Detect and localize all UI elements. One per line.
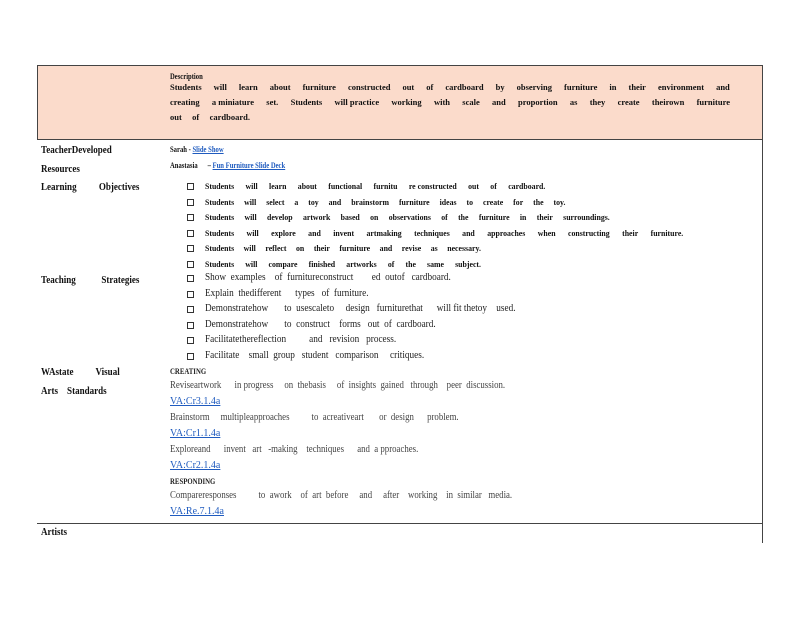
table-border-right bbox=[762, 65, 763, 543]
objective-word: on bbox=[296, 243, 305, 253]
description-word: with bbox=[433, 97, 450, 107]
objective-word: Students bbox=[205, 181, 235, 191]
objective-word: revise bbox=[401, 243, 422, 253]
objective-item bbox=[205, 260, 481, 269]
standards-section-heading: RESPONDING bbox=[170, 476, 216, 486]
description-word: by bbox=[495, 82, 505, 92]
objective-word: of bbox=[441, 212, 448, 222]
description-word: set. bbox=[266, 97, 279, 107]
objective-word: to bbox=[466, 196, 474, 207]
objective-word: their bbox=[536, 212, 553, 222]
objective-word: necessary. bbox=[447, 243, 481, 253]
objective-word: Students bbox=[205, 227, 235, 238]
objective-word: their bbox=[622, 227, 639, 238]
objective-word: on bbox=[370, 212, 379, 222]
standards-label-line2: Arts Standards bbox=[41, 385, 107, 397]
standards-label-line1 bbox=[41, 367, 120, 378]
strategies-label bbox=[41, 275, 139, 286]
objective-word: explore bbox=[271, 227, 296, 238]
checkbox-bullet-icon bbox=[187, 306, 194, 313]
resources-label-line2: Resources bbox=[41, 163, 80, 175]
artists-label: Artists bbox=[41, 526, 68, 538]
objective-word: furnitu bbox=[373, 181, 398, 191]
description-word: of bbox=[426, 82, 434, 92]
standards-label-right: Visual bbox=[95, 366, 120, 378]
description-word: Students bbox=[170, 82, 202, 92]
description-word: proportion bbox=[518, 97, 558, 107]
description-word: environment bbox=[657, 82, 705, 92]
objective-word: and bbox=[379, 243, 393, 253]
description-word: they bbox=[589, 97, 606, 107]
checkbox-bullet-icon bbox=[187, 199, 194, 206]
objective-word: will bbox=[246, 227, 259, 238]
objective-word: compare bbox=[268, 258, 298, 269]
resource-separator: - bbox=[188, 144, 191, 154]
objective-word: functional bbox=[328, 181, 363, 191]
objective-word: cardboard. bbox=[508, 181, 546, 191]
description-word: about bbox=[269, 82, 291, 92]
table-border-left bbox=[37, 65, 38, 139]
objective-word: select bbox=[266, 196, 285, 207]
objective-word: their bbox=[313, 243, 330, 253]
checkbox-bullet-icon bbox=[187, 291, 194, 298]
objective-item bbox=[205, 182, 545, 191]
resources-label-line1: TeacherDeveloped bbox=[41, 144, 112, 156]
description-word: scale bbox=[462, 97, 480, 107]
objective-word: the bbox=[533, 196, 544, 207]
objective-word: and bbox=[462, 227, 475, 238]
objective-word: will bbox=[244, 196, 257, 207]
objectives-label-right: Objectives bbox=[98, 181, 140, 193]
objective-item bbox=[205, 198, 566, 207]
description-word: furniture bbox=[696, 97, 730, 107]
description-word: cardboard bbox=[445, 82, 484, 92]
objective-word: brainstorm bbox=[351, 196, 389, 207]
row-divider bbox=[37, 139, 763, 140]
strategy-item: Facilitate small group student comparison critiques. bbox=[205, 349, 425, 361]
resource-anastasia bbox=[170, 161, 285, 170]
objective-word: furniture bbox=[478, 212, 510, 222]
objective-word: the bbox=[405, 258, 416, 269]
objective-word: for bbox=[513, 196, 524, 207]
description-word: out bbox=[402, 82, 415, 92]
strategy-item: Facilitatethereflection and revision process. bbox=[205, 334, 397, 345]
row-divider bbox=[37, 523, 763, 524]
objective-word: about bbox=[297, 181, 317, 191]
lesson-plan-table bbox=[37, 65, 763, 543]
objective-word: Students bbox=[205, 196, 235, 207]
objective-word: out bbox=[468, 181, 479, 191]
objective-word: the bbox=[458, 212, 469, 222]
checkbox-bullet-icon bbox=[187, 214, 194, 221]
objective-word: in bbox=[519, 212, 527, 222]
table-border-top bbox=[37, 65, 763, 66]
fun-furniture-slide-deck-link[interactable]: Fun Furniture Slide Deck bbox=[212, 160, 286, 170]
objective-word: and bbox=[328, 196, 342, 207]
objectives-label bbox=[41, 182, 139, 193]
objective-word: Students bbox=[205, 243, 235, 253]
standard-code-link[interactable]: VA:Cr1.1.4a bbox=[170, 428, 221, 439]
objective-word: toy. bbox=[553, 196, 566, 207]
objective-word: will bbox=[245, 258, 258, 269]
standards-section-heading: CREATING bbox=[170, 366, 207, 376]
objective-word: finished bbox=[308, 258, 336, 269]
strategy-item: Explain thedifferent types of furniture. bbox=[205, 287, 369, 299]
description-word: theirown bbox=[651, 97, 685, 107]
objective-word: create bbox=[482, 196, 504, 207]
objective-word: of bbox=[387, 258, 395, 269]
strategy-item: Demonstratehow to usescaleto design furniturethat will fit thetoy used. bbox=[205, 303, 516, 314]
description-heading: Description bbox=[170, 71, 203, 81]
standard-code-link[interactable]: VA:Cr2.1.4a bbox=[170, 460, 221, 471]
description-word: in bbox=[609, 82, 617, 92]
resource-sarah bbox=[170, 145, 224, 154]
resource-separator: – bbox=[207, 160, 211, 170]
objective-word: as bbox=[430, 243, 438, 253]
objective-word: Students bbox=[205, 212, 235, 222]
objective-word: constructing bbox=[567, 227, 610, 238]
standards-label-left: WAstate bbox=[41, 366, 74, 378]
objective-word: will bbox=[245, 181, 258, 191]
objective-word: artwork bbox=[302, 212, 331, 222]
objective-word: subject. bbox=[455, 258, 481, 269]
objective-item bbox=[205, 213, 610, 222]
objective-word: will bbox=[243, 243, 256, 253]
checkbox-bullet-icon bbox=[187, 275, 194, 282]
standard-code-link[interactable]: VA:Re.7.1.4a bbox=[170, 506, 224, 517]
description-word: as bbox=[569, 97, 578, 107]
checkbox-bullet-icon bbox=[187, 261, 194, 268]
description-word: will bbox=[213, 82, 227, 92]
description-word: Students bbox=[290, 97, 323, 107]
objective-word: a bbox=[294, 196, 299, 207]
objective-word: re constructed bbox=[408, 181, 457, 191]
description-line bbox=[170, 83, 730, 92]
description-line bbox=[170, 113, 250, 122]
description-word: working bbox=[391, 97, 422, 107]
objective-word: furniture bbox=[398, 196, 430, 207]
objective-word: furniture. bbox=[650, 227, 684, 238]
strategies-label-left: Teaching bbox=[41, 274, 76, 286]
strategy-item: Show examples of furnitureconstruct ed outof cardboard. bbox=[205, 272, 451, 283]
objective-word: reflect bbox=[265, 243, 287, 253]
checkbox-bullet-icon bbox=[187, 337, 194, 344]
strategy-item: Demonstratehow to construct forms out of cardboard. bbox=[205, 318, 436, 330]
description-word: cardboard. bbox=[209, 112, 250, 122]
objective-word: surroundings. bbox=[563, 212, 610, 222]
description-word: their bbox=[628, 82, 646, 92]
objective-word: techniques bbox=[414, 227, 450, 238]
standard-description: Reviseartwork in progress on thebasis of insights gained through peer discussion. bbox=[170, 380, 506, 391]
description-word: creating bbox=[170, 97, 200, 107]
description-word: of bbox=[192, 112, 200, 122]
description-word: furniture bbox=[564, 82, 598, 92]
objective-item bbox=[205, 229, 683, 238]
objective-word: and bbox=[308, 227, 321, 238]
checkbox-bullet-icon bbox=[187, 230, 194, 237]
objective-word: same bbox=[427, 258, 444, 269]
resource-author: Sarah bbox=[170, 144, 187, 154]
objective-word: learn bbox=[269, 181, 287, 191]
description-word: observing bbox=[516, 82, 553, 92]
objective-item bbox=[205, 244, 481, 253]
objective-word: when bbox=[537, 227, 556, 238]
strategies-label-right: Strategies bbox=[101, 274, 140, 286]
description-word: out bbox=[170, 112, 182, 122]
objective-word: observations bbox=[388, 212, 431, 222]
objectives-label-left: Learning bbox=[41, 181, 77, 193]
checkbox-bullet-icon bbox=[187, 322, 194, 329]
objective-word: will bbox=[244, 212, 257, 222]
checkbox-bullet-icon bbox=[187, 353, 194, 360]
resource-author: Anastasia bbox=[170, 160, 198, 170]
description-word: furniture bbox=[302, 82, 336, 92]
objective-word: furniture bbox=[339, 243, 371, 253]
objective-word: artmaking bbox=[366, 227, 402, 238]
description-word: a miniature bbox=[211, 97, 254, 107]
description-word: learn bbox=[238, 82, 258, 92]
objective-word: based bbox=[340, 212, 360, 222]
description-word: and bbox=[716, 82, 730, 92]
description-word: create bbox=[617, 97, 640, 107]
objective-word: ideas bbox=[439, 196, 457, 207]
objective-word: toy bbox=[308, 196, 319, 207]
standard-description: Brainstorm multipleapproaches to acreativeart or design problem. bbox=[170, 412, 459, 423]
description-word: will practice bbox=[334, 97, 380, 107]
objective-word: develop bbox=[266, 212, 293, 222]
objective-word: approaches bbox=[487, 227, 526, 238]
checkbox-bullet-icon bbox=[187, 183, 194, 190]
objective-word: of bbox=[490, 181, 497, 191]
objective-word: artworks bbox=[346, 258, 377, 269]
standard-description: Exploreand invent art -making techniques and a pproaches. bbox=[170, 444, 419, 455]
objective-word: Students bbox=[205, 258, 235, 269]
standard-description: Compareresponses to awork of art before and after working in similar media. bbox=[170, 490, 513, 501]
standard-code-link[interactable]: VA:Cr3.1.4a bbox=[170, 396, 221, 407]
description-line bbox=[170, 98, 730, 107]
description-word: and bbox=[492, 97, 506, 107]
description-word: constructed bbox=[347, 82, 391, 92]
slide-show-link[interactable]: Slide Show bbox=[192, 144, 224, 154]
objective-word: invent bbox=[333, 227, 355, 238]
checkbox-bullet-icon bbox=[187, 245, 194, 252]
